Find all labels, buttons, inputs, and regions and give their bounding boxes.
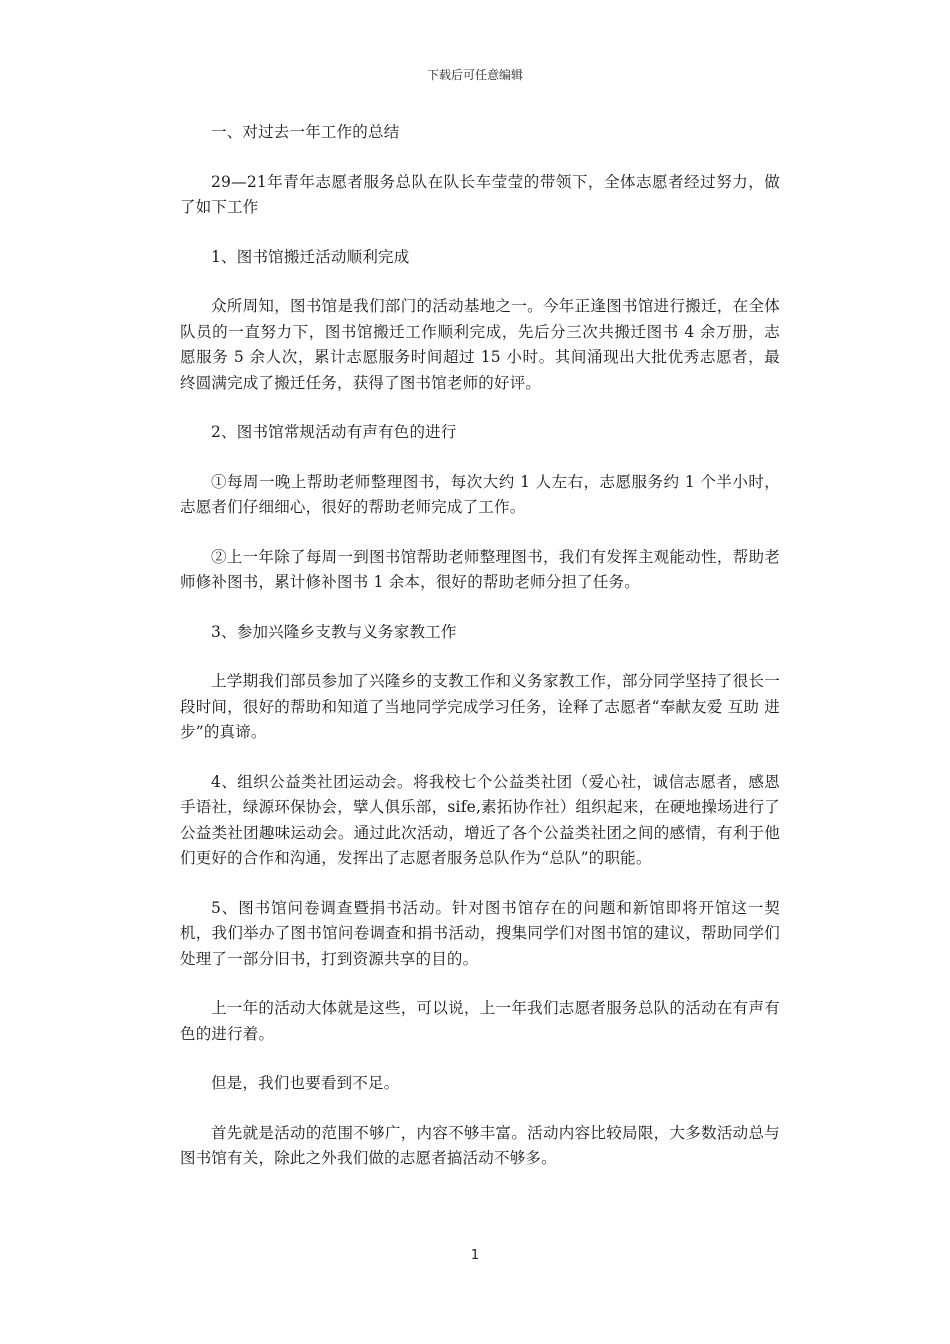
paragraph: 5、图书馆问卷调查暨捐书活动。针对图书馆存在的问题和新馆即将开馆这一契机，我们举办了图书馆问卷调查和捐书活动，搜集同学们对图书馆的建议，帮助同学们处理了一部分旧书，打到资源共享的目的。: [180, 898, 780, 968]
paragraph: 上一年的活动大体就是这些，可以说，上一年我们志愿者服务总队的活动在有声有色的进行着。: [180, 999, 780, 1043]
paragraph: 首先就是活动的范围不够广，内容不够丰富。活动内容比较局限，大多数活动总与图书馆有关，除此之外我们做的志愿者搞活动不够多。: [180, 1123, 780, 1167]
subsection-heading: 2、图书馆常规活动有声有色的进行: [211, 423, 457, 441]
paragraph: 4、组织公益类社团运动会。将我校七个公益类社团（爱心社，诚信志愿者，感恩手语社，绿源环保协会，擘人俱乐部，sife,素拓协作社）组织起来，在硬地操场进行了公益类社团趣味运动会。通过此次活动，增近了各个公益类社团之间的感情，有利于他们更好的合作和沟通，发挥出了志愿者服务总队作为“总队”的职能。: [180, 772, 780, 867]
paragraph: 众所周知，图书馆是我们部门的活动基地之一。今年正逢图书馆进行搬迁，在全体队员的一直努力下，图书馆搬迁工作顺利完成，先后分三次共搬迁图书 4 余万册，志愿服务 5 余人次，累计志愿服务时间超过 15 小时。其间涌现出大批优秀志愿者，最终圆满完成了搬迁任务，获得了图书馆老师的好评。: [180, 297, 780, 392]
paragraph: 上学期我们部员参加了兴隆乡的支教工作和义务家教工作，部分同学坚持了很长一段时间，很好的帮助和知道了当地同学完成学习任务，诠释了志愿者“奉献友爱 互助 进步”的真谛。: [180, 672, 780, 741]
paragraph: 但是，我们也要看到不足。: [211, 1074, 400, 1092]
page-header: 下载后可任意编辑: [426, 68, 523, 82]
section-heading: 一、对过去一年工作的总结: [211, 123, 400, 141]
document-body: [180, 120, 780, 1196]
subsection-heading: 3、参加兴隆乡支教与义务家教工作: [211, 622, 457, 641]
page-number: 1: [470, 1248, 480, 1263]
subsection-heading: 1、图书馆搬迁活动顺利完成: [211, 247, 410, 266]
paragraph: ②上一年除了每周一到图书馆帮助老师整理图书，我们有发挥主观能动性，帮助老师修补图书，累计修补图书 1 余本，很好的帮助老师分担了任务。: [180, 547, 780, 591]
paragraph: ①每周一晚上帮助老师整理图书，每次大约 1 人左右，志愿服务约 1 个半小时，志愿者们仔细细心，很好的帮助老师完成了工作。: [180, 472, 780, 516]
paragraph: 29—21年青年志愿者服务总队在队长车莹莹的带领下，全体志愿者经过努力，做了如下工作: [180, 172, 780, 216]
